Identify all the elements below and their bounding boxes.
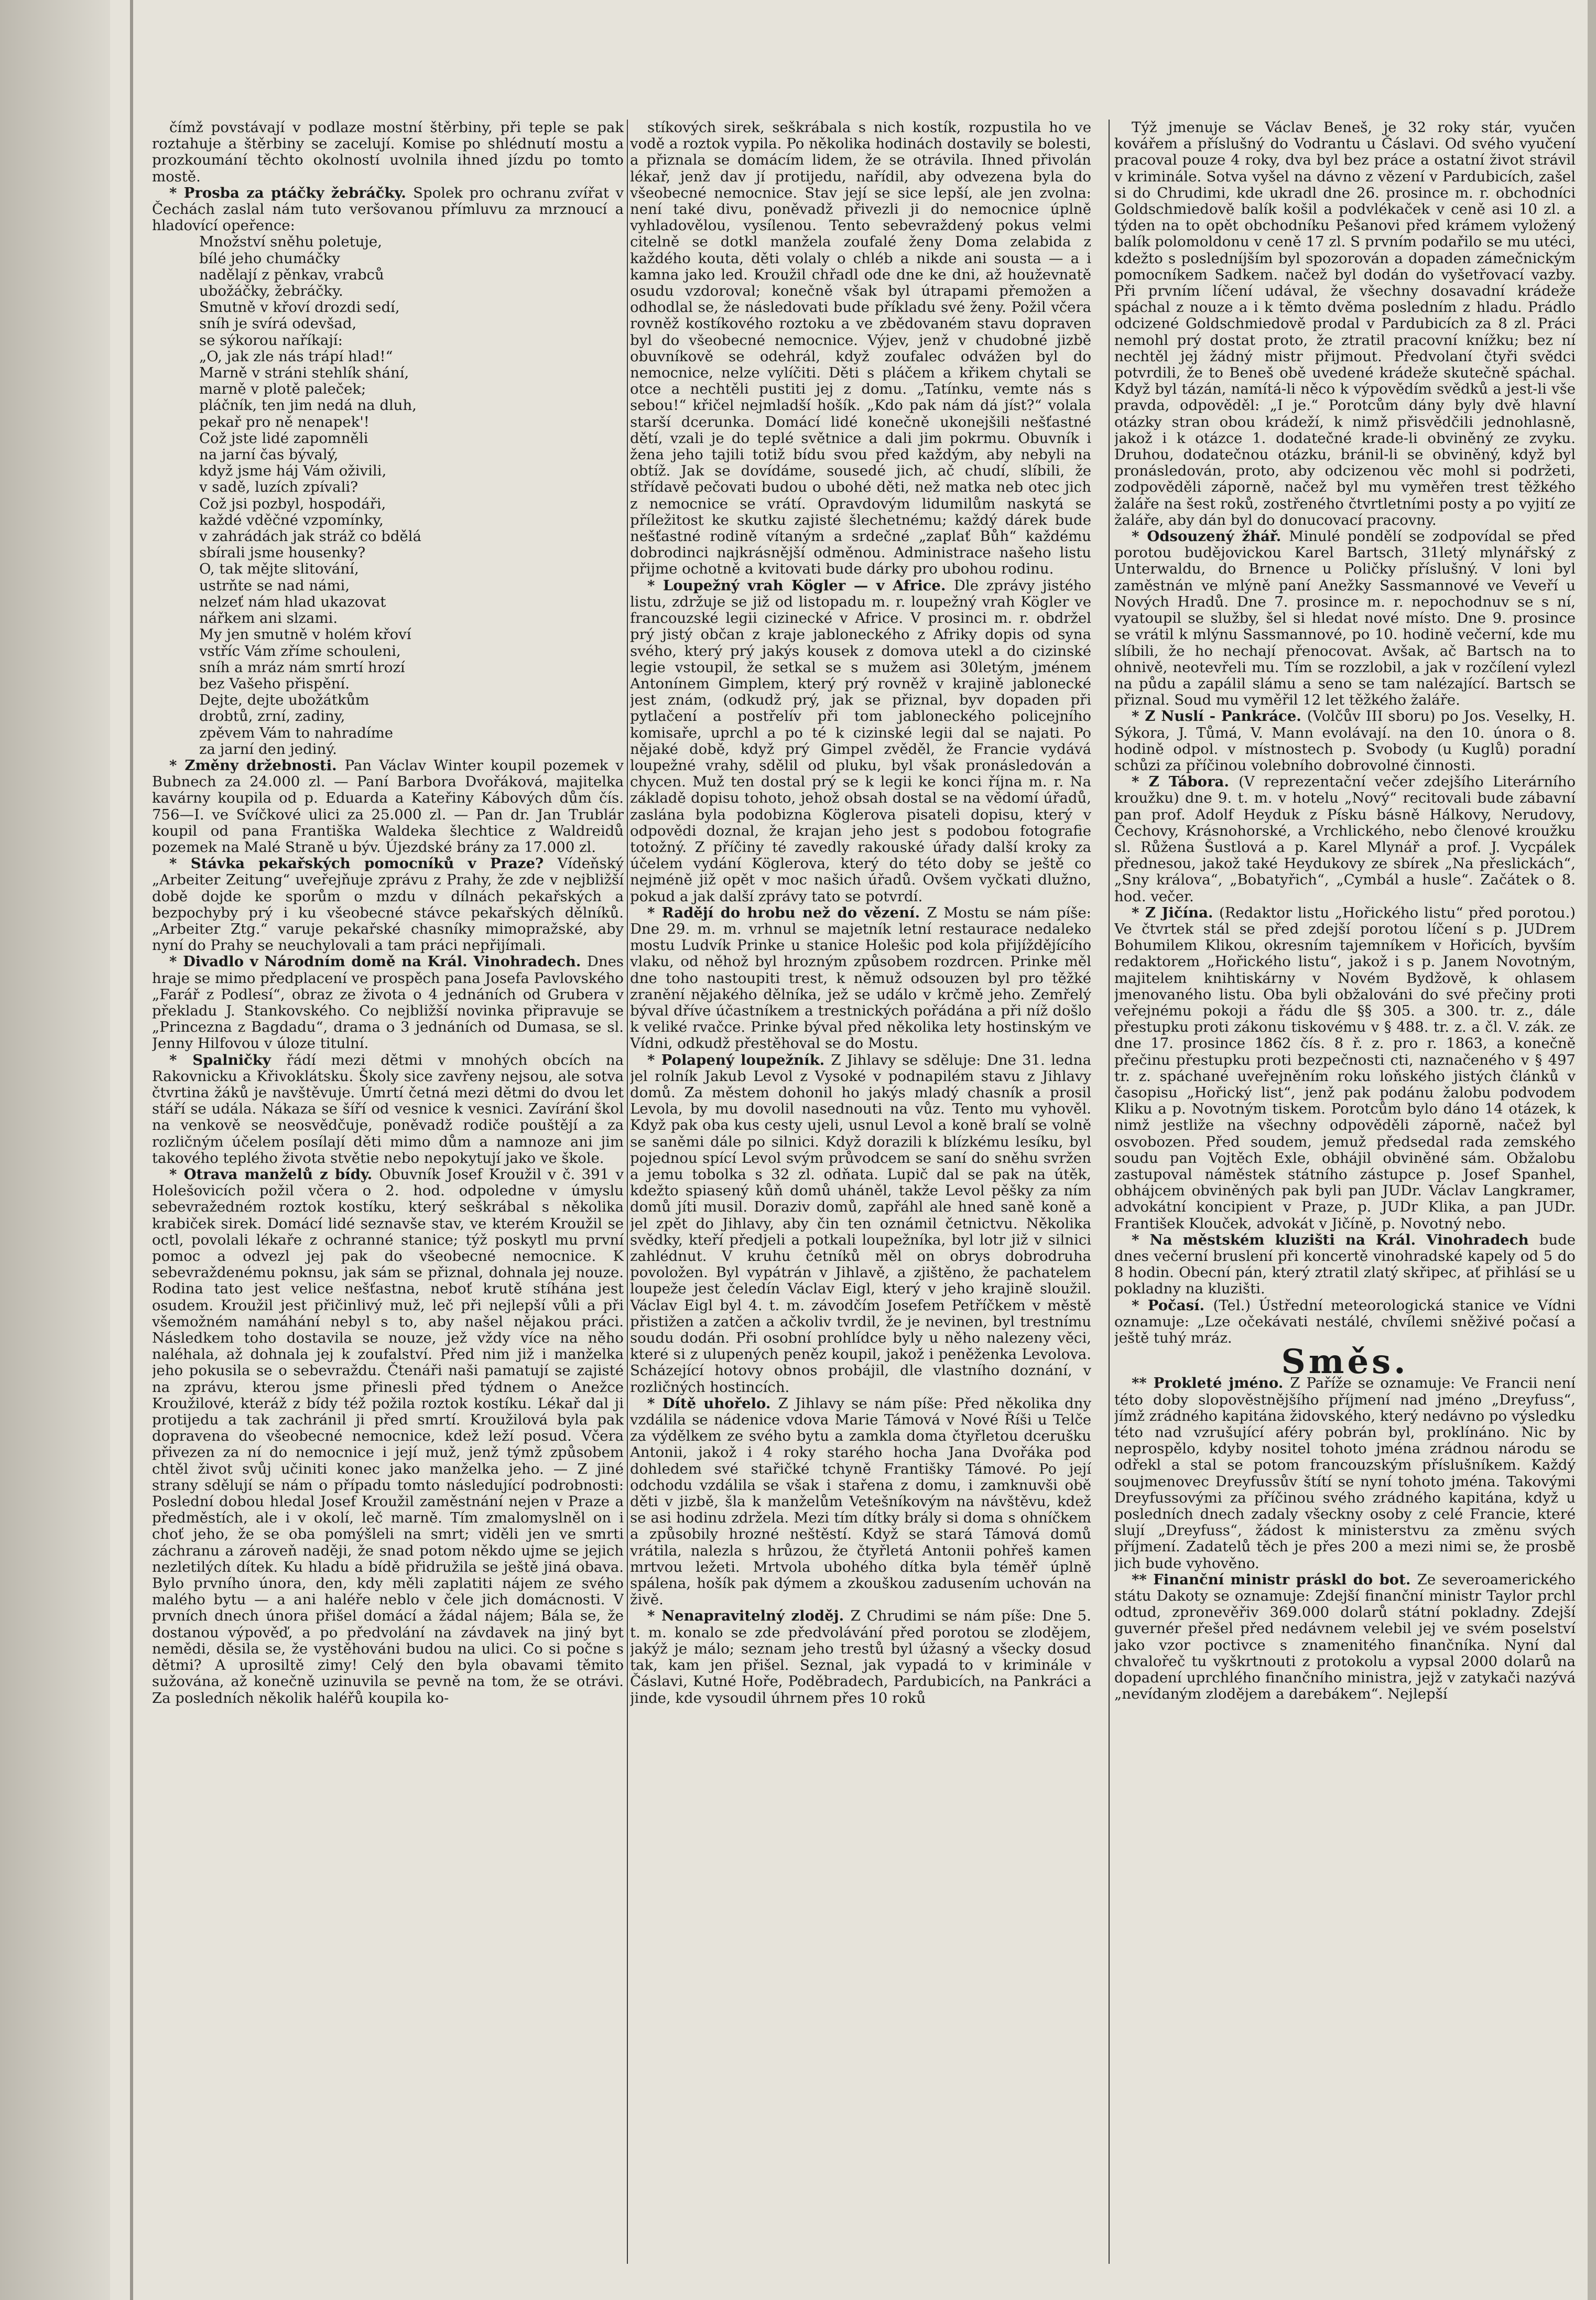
article-text: (Volčův III sboru) po Jos. Veselky, H. Sýkora, J. Tůmá, V. Mann evolávají. na den 10. února o 8. hodině odpol. v místnostech p. Svobody (u Kuglů) poradní schůzi za příčinou volebního dobrovolné činnosti.: [1114, 708, 1576, 774]
article-paragraph: [152, 954, 624, 1052]
poem-line: Marně v stráni stehlík shání,: [199, 364, 409, 382]
article-headline: * Stávka pekařských pomocníků v Praze?: [169, 855, 558, 872]
article-paragraph: [1114, 1375, 1576, 1571]
article-headline: * Z Nuslí - Pankráce.: [1132, 708, 1307, 725]
article-paragraph: [1114, 774, 1576, 905]
poem-line: se sýkorou naříkají:: [199, 331, 343, 349]
poem-line: nelzeť nám hlad ukazovat: [199, 593, 386, 610]
poem-line: zpěvem Vám to nahradíme: [199, 724, 394, 741]
article-text: stíkových sirek, seškrábala s nich kostík, rozpustila ho ve vodě a roztok vypila. Po několika hodinách dostavily se bolesti, a přiznala se domácím lidem, že se otrávila. Ihned přivolán lékař, jenž dav jí protijedu, nařídil, aby odvezena byla do všeobecné nemocnice. Stav její se sice lepší, ale jen zvolna: není také divu, poněvadž přivezli ji do nemocnice úplně vyhladovělou, vysílenou. Tento sebevraždený pokus velmi citelně se dotkl manžela zoufalé ženy Doma zelabida z každého kouta, děti volaly o chléb a nikde ani sousta — a i kamna jako led. Kroužil chřadl ode dne ke dni, až houževnatě osudu vzdoroval; konečně však byl útrapami přemožen a odhodlal se, že následovati bude příkladu své ženy. Požil včera rovněž kostíkového roztoku a ve zbědovaném stavu dopraven byl do všeobecné nemocnice. Výjev, jenž v chudobné jizbě obuvníkově se odehrál, když zoufalec odvážen byl do nemocnice, nelze vylíčiti. Děti s pláčem a křikem chytali se otce a nechtěli pustiti jej z domu. „Tatínku, vemte nás s sebou!“ křičel nejmladší hošík. „Kdo pak nám dá jíst?“ volala starší dcerunka. Domácí lidé konečně ukonejšili nešťastné dětí, vzali je do teplé světnice a dali jim pokrmu. Obuvník i žena jeho tajili totiž bídu svou před každým, aby nebyli na obtíž. Jak se dovídáme, sousedé jich, ač chudí, slíbili, že střídavě pečovati budou o ubohé děti, než matka neb otec jich z nemocnice se vrátí. Opravdovým lidumilům naskytá se příležitost ke skutku zajisté šlechetnému; každý dárek bude nešťastné rodině vítaným a srdečné „zaplať Bůh“ každému dobrodinci najkrásnější odměnou. Administrace našeho listu přijme ochotně a kvitovati bude dárky pro ubohou rodinu.: [630, 120, 1091, 578]
article-paragraph: [152, 1052, 624, 1167]
poem-line: Což jste lidé zapomněli: [199, 429, 368, 447]
article-text: Týž jmenuje se Václav Beneš, je 32 roky stár, vyučen kovářem a příslušný do Vodrantu u Čáslavi. Od svého vyučení pracoval pouze 4 roky, dva byl bez práce a ostatní život strávil v kriminále. Sotva vyšel na dávno z vězení v Pardubicích, zašel si do Chrudimi, kde ukradl dne 26. prosince m. r. obchodníci Goldschmiedově balík košil a podvlékaček v ceně asi 10 zl. a týden na to opět obchodníku Pešanovi před krámem vyložený balík polomoldonu v ceně 17 zl. S prvním podařilo se mu utéci, kdežto s posledníjším byl spozorován a dopaden zámečnickým pomocníkem Sadkem. načež byl dodán do vyšetřovací vazby. Při prvním líčení udával, že všechny dosavadní krádeže spáchal z nouze a i k těmto dvěma posledním z hladu. Prádlo odcizené Goldschmiedově prodal v Pardubicích za 8 zl. Práci nemohl prý dostat proto, že ztratil pracovní knížku; bez ní nechtěl jej žádný mistr přijmout. Předvolaní čtyři svědci potvrdili, že to Beneš obě uvedené krádeže skutečně spáchal. Když byl tázán, namítá-li něco k výpovědím svědků a jest-li vše pravda, odpověděl: „I je.“ Porotcům dány byly dvě hlavní otázky stran obou krádeží, k nimž přisvědčili jednohlasně, jakož i k otázce 1. dodatečné krade-li obviněný ze zvyku. Druhou, dodatečnou otázku, bránil-li se obviněný, když byl pronásledován, proto, aby odcizenou věc mohl si podržeti, zodpověděli záporně, načež byl mu vyměřen trest těžkého žaláře na šest roků, zostřeného čtvrtletními posty a po vyjití ze žaláře, aby dán byl do donucovací pracovny.: [1114, 120, 1576, 528]
right-edge: [1588, 0, 1596, 2300]
column-1: [152, 120, 624, 2264]
article-text: Z Jihlavy se nám píše: Před několika dny vzdálila se nádenice vdova Marie Támová v Nové Říši u Telče za výdělkem ze svého bytu a zamkla doma čtyřletou dcerušku Antonii, jakož i 4 roky starého hocha Jana Dvořáka pod dohledem své stařičké tchyně Františky Támové. Po její odchodu vzdálila se však i stařena z domu, i zamknuvši obě děti v jizbě, šla k manželům Vetešníkovým na návštěvu, kdež se asi hodinu zdržela. Mezi tím dítky brály si doma s ohníčkem a způsobily hrozné neštěstí. Když se stará Támová domů vrátila, nalezla s hrůzou, že čtyřletá Antonii pohřeš kamen mrtvou ležeti. Mrtvola ubohého dítka byla téměř úplně spálena, hošík pak dýmem a zkouškou zadusením uchován na živě.: [630, 1395, 1091, 1608]
article-text: (Redaktor listu „Hořického listu“ před porotou.) Ve čtvrtek stál se před zdejší porotou líčení s p. JUDrem Bohumilem Klikou, okresním tajemníkem v Hořicích, byvším redaktorem „Hořického listu“, jakož i s p. Janem Novotným, majitelem knihtiskárny v Novém Bydžově, k ohlasem jmenovaného listu. Oba byli obžalováni do své přečiny proti veřejnému pokoji a řádu dle §§ 305. a 300. tr. z., dále přestupku proti zákonu tiskovému v § 488. tr. z. a čl. V. zák. ze dne 17. prosince 1862 čís. 8 ř. z. pro r. 1863, a konečně přečinu přestupku proti bezpečnosti cti, naznačeného v § 497 tr. z. spáchané uveřejněním roku loňského jistých článků v časopisu „Hořický list“, jenž pak podánu žalobu podvodem Kliku a p. Novotným tiskem. Porotcům bylo dáno 14 otázek, k nimž jestliže na všechny odpověděli záporně, načež byl osvobozen. Před soudem, jemuž předsedal rada zemského soudu pan Vojtěch Exle, obhájil obviněné sám. Obžalobu zastupoval náměstek státního zástupce p. Josef Spanhel, obhájcem obviněných pak byli pan JUDr. Václav Langkramer, advokátní koncipient v Praze, p. JUDr Klika, a pan JUDr. František Klouček, advokát v Jičíně, p. Novotný nebo.: [1114, 904, 1576, 1232]
poem-line: nářkem ani slzami.: [199, 610, 338, 627]
article-headline: * Z Jičína.: [1132, 904, 1219, 921]
article-headline: * Divadlo v Národním domě na Král. Vinohradech.: [169, 953, 587, 970]
article-headline: * Odsouzený žhář.: [1132, 528, 1289, 545]
column-rule: [1109, 120, 1110, 2264]
poem-line: bez Vašeho přispění.: [199, 675, 350, 692]
article-headline: * Spalničky: [169, 1051, 287, 1068]
binding-gutter: [0, 0, 110, 2300]
article-headline: * Radějí do hrobu než do vězení.: [647, 904, 927, 921]
article-headline: * Prosba za ptáčky žebráčky.: [169, 184, 414, 201]
poem-line: nadělají z pěnkav, vrabců: [199, 266, 384, 283]
article-headline: * Polapený loupežník.: [647, 1051, 831, 1068]
poem-line: ustrňte se nad námi,: [199, 577, 350, 594]
article-headline: * Dítě uhořelo.: [647, 1395, 778, 1412]
article-paragraph: [152, 1167, 624, 1707]
article-text: Dle zprávy jistého listu, zdržuje se již od listopadu m. r. loupežný vrah Kögler ve francouzské legii cizinecké v Africe. V prosinci m. r. obdržel prý jistý občan z kraje jabloneckého z Afriky dopis od syna svého, který prý jakýs kousek z domova utekl a do cizinské legie vstoupil, že setkal se s mužem asi 30letým, jménem Antonínem Gimplem, který prý rovněž v krajině jablonecké jest znám, (odkudž prý, jak se přiznal, byv dopaden při pytlačení a postřelív při tom jabloneckého policejního komisaře, uprchl a po té k cizinské legii dal se najati. Po nějaké době, když prý Gimpel zvěděl, že Francie vydává loupežné vrahy, sdělil od pluku, byl však pronásledován a chycen. Muž ten dostal prý se k legii ke konci října m. r. Na základě dopisu tohoto, jehož obsah dostal se na vědomí úřadů, zaslána byla podobizna Köglerova pisateli dopisu, který v odpovědi doznal, že krajan jeho jest s podobou fotografie totožný. Z příčiny té zavedly rakouské úřady další kroky za účelem vydání Köglerova, který do této doby se ještě co nejméně již opět v moc našich úřadů. Ovšem vyčkati dlužno, pokud a jak další zprávy tato se potvrdí.: [630, 577, 1091, 905]
article-text: Z Chrudimi se nám píše: Dne 5. t. m. konalo se zde předvolávání před porotou se zlodějem, jakýž je málo; seznam jeho trestů byl úžasný a všecky dosud tak, kam jen přišel. Seznal, jak vypadá to v kriminále v Čáslavi, Kutné Hoře, Poděbradech, Pardubicích, na Pankráci a jinde, kde vysoudil úhrnem přes 10 roků: [630, 1607, 1091, 1707]
article-paragraph: [152, 758, 624, 856]
poem-line: sníh je svírá odevšad,: [199, 315, 357, 332]
poem-line: sníh a mráz nám smrtí hrozí: [199, 658, 405, 676]
article-paragraph: [630, 120, 1091, 578]
article-headline: * Nenapravitelný zloděj.: [647, 1607, 851, 1625]
article-paragraph: [152, 185, 624, 234]
section-heading: Směs.: [1281, 1342, 1409, 1382]
article-headline: * Počasí.: [1132, 1297, 1213, 1314]
article-text: Spolek pro ochranu zvířat v Čechách zaslal nám tuto veršovanou přímluvu za mrznoucí a hladovící opeřence:: [152, 184, 624, 234]
column-rule: [627, 120, 628, 2264]
article-paragraph: [152, 856, 624, 954]
article-paragraph: [152, 120, 624, 185]
article-text: čímž povstávají v podlaze mostní štěrbiny, při teple se pak roztahuje a štěrbiny se zacelují. Komise po shlédnutí mostu a prozkoumání těchto okolností uvolnila ihned jízdu po tomto mostě.: [152, 120, 624, 185]
poem-line: bílé jeho chumáčky: [199, 250, 340, 267]
poem-line: v sadě, luzích zpívali?: [199, 479, 358, 496]
article-paragraph: [630, 905, 1091, 1052]
article-headline: * Loupežný vrah Kögler — v Africe.: [647, 577, 954, 594]
poem-line: My jen smutně v holém křoví: [199, 626, 411, 643]
article-headline: * Otrava manželů z bídy.: [169, 1166, 379, 1183]
column-2: [630, 120, 1091, 2264]
article-paragraph: [630, 1396, 1091, 1608]
article-text: Ze severoamerického státu Dakoty se oznamuje: Zdejší finanční ministr Taylor prchl odtud, zpronevěřiv 369.000 dolarů státní pokladny. Zdejší guvernér přešel před nedávnem velebil jej ve svém poselství jako vzor poctivce s znamenitého finančníka. Nyní dal chvalořeč tu vyškrtnouti z protokolu a vypsal 2000 dolarů na dopadení uprchlého finančního ministra, jejž v zatykači nazývá „nevídaným zlodějem a darebákem“. Nejlepší: [1114, 1571, 1576, 1703]
poem-line: drobtů, zrní, zadiny,: [199, 708, 345, 725]
poem-line: když jsme háj Vám oživili,: [199, 462, 387, 480]
article-text: bude dnes večerní bruslení při koncertě vinohradské kapely od 5 do 8 hodin. Obecní pán, který ztratil zlatý skřipec, ať přihlásí se u pokladny na kluzišti.: [1114, 1231, 1576, 1298]
article-paragraph: [630, 578, 1091, 905]
article-paragraph: [1114, 1232, 1576, 1298]
article-text: (V reprezentační večer zdejšího Literárního kroužku) dne 9. t. m. v hotelu „Nový“ recitovali bude zábavní pan prof. Adolf Heyduk z Písku básně Hálkovy, Nerudovy, Čechovy, Krásnohorské, a Vrchlického, nebo členové kroužku sl. Růžena Šustlová a p. Karel Mlynář a prof. J. Vycpálek přednesou, jakož také Heydukovy ze sbírek „Na přeslickách“, „Sny králova“, „Bobatyřich“, „Cymbál a husle“. Začátek o 8. hod. večer.: [1114, 773, 1576, 905]
article-text: Dnes hraje se mimo předplacení ve prospěch pana Josefa Pavlovského „Farář z Podlesí“, obraz ze života o 4 jednáních od Grubera v překladu J. Stankovského. Co nejbližší novinka připravuje se „Princezna z Bagdadu“, drama o 3 jednáních od Dumasa, se sl. Jenny Hilfovou v úloze titulní.: [152, 953, 624, 1052]
article-paragraph: [1114, 708, 1576, 774]
article-text: Obuvník Josef Kroužil v č. 391 v Holešovicích požil včera o 2. hod. odpoledne v úmyslu sebevražedném roztok kostíku, který seškrábal s několika krabiček sirek. Domácí lidé seznavše stav, ve kterém Kroužil se octl, povolali lékaře z ochranné stanice; týž poskytl mu první pomoc a odvezl jej pak do všeobecné nemocnice. K sebevraždenému poknsu, jak sám se přiznal, dohnala jej nouze. Rodina tato jest velice nešťastna, neboť krutě stíhána jest osudem. Kroužil jest přičinlivý muž, leč při nejlepší vůli a při všemožném namáhání nebyl s to, aby našel nějakou práci. Následkem toho dostavila se nouze, jež vždy více na něho naléhala, až dohnala jej k zoufalství. Před nim již i manželka jeho pokusila se o sebevraždu. Čtenáři naši pamatují se zajisté na zprávu, kterou jsme přinesli před týdnem o Anežce Kroužilové, kteráž z bídy též požila roztok kostíku. Lékař dal ji protijedu a tak zachránil ji před smrtí. Kroužilová byla pak dopravena do všeobecné nemocnice, kdež leží posud. Včera přivezen za ní do nemocnice i její muž, jenž týmž způsobem chtěl život svůj učiniti konec jako manželka jeho. — Z jiné strany sdělují se nám o případu tomto následující podrobnosti: Poslední dobou hledal Josef Kroužil zaměstnání nejen v Praze a předměstích, ale i v okolí, leč marně. Tím zmalomyslněl on i choť jeho, že se oba pomýšleli na smrt; viděli jen ve smrti záchranu a zároveň naději, že snad potom někdo ujme se jejich nezletilých dítek. Ku hladu a bídě přidružila se ještě jiná obava. Bylo prvního února, den, kdy měli zaplatiti nájem ze svého malého bytu — a ani haléře neblo v čele jich domácnosti. V prvních dnech února přišel domácí a žádal nájem; Bála se, že dostanou výpověď, a po předvolání na závdavek na jiný byt nemědi, děsila se, že vystěhováni budou na ulici. Co si počne s dětmi? A uprosiltě zimy! Celý den byla obavami těmito sužována, až konečně uzinuvila se pevně na tom, že se otrávi. Za posledních několik haléřů koupila ko-: [152, 1166, 624, 1707]
poem-line: za jarní den jediný.: [199, 740, 337, 758]
poem-line: každé vděčné vzpomínky,: [199, 511, 384, 528]
poem-line: Smutně v křoví drozdi sedí,: [199, 299, 400, 316]
poem-line: marně v plotě paleček;: [199, 381, 366, 398]
poem-line: ubožáčky, žebráčky.: [199, 283, 343, 300]
article-paragraph: [1114, 120, 1576, 528]
article-paragraph: [1114, 528, 1576, 708]
article-paragraph: [1114, 905, 1576, 1232]
poem-line: Dejte, dejte ubožátkům: [199, 692, 370, 709]
article-text: Z Mostu se nám píše: Dne 29. m. m. vrhnul se majetník letní restaurace nedaleko mostu Ludvík Prinke u stanice Holešic pod kola přijíždějícího vlaku, od něhož byl hrozným způsobem rozdrcen. Prinke měl dne toho nastoupiti trest, k němuž odsouzen byl pro těžké zranění nějakého dělníka, jež se událo v krčmě jeho. Zemřelý býval dříve účastníkem a trestnických pořádána a při níž došlo k veliké rvačce. Prinke býval před několika lety hostinským ve Vídni, odkudž přestěhoval se do Mostu.: [630, 904, 1091, 1052]
poem-line: Množství sněhu poletuje,: [199, 233, 382, 251]
poem-line: „O, jak zle nás trápí hlad!“: [199, 348, 393, 365]
poem-line: O, tak mějte slitování,: [199, 560, 359, 578]
poem-line: na jarní čas bývalý,: [199, 446, 339, 463]
article-text: Vídeňský „Arbeiter Zeitung“ uveřejňuje zprávu z Prahy, že zde v nejbližší době dojde ke sporům o mzdu v dílnách pekařských a bezpochyby prý i ku všeobecné stávce pekařských dělníků. „Arbeiter Ztg.“ varuje pekařské chasníky mimopražské, aby nyní do Prahy se neuchylovali a tam práci nepřijímali.: [152, 855, 624, 954]
article-paragraph: [1114, 1572, 1576, 1703]
article-text: řádí mezi dětmi v mnohých obcích na Rakovnicku a Křivoklátsku. Školy sice zavřeny nejsou, ale sotva čtvrtina žáků je navštěvuje. Úmrtí četná mezi dětmi do dvou let stáří se udála. Nákaza se šíří od vesnice k vesnici. Zavírání škol na venkově se neosvědčuje, poněvadž rodiče pouštějí a za rozličným účelem posílají děti mimo dům a namnoze ani jim takového teplého života stvětie nebo nepokytují jako ve škole.: [152, 1051, 624, 1167]
article-paragraph: [1114, 1298, 1576, 1347]
article-text: (Tel.) Ústřední meteorologická stanice ve Vídni oznamuje: „Lze očekávati nestálé, chvílemi sněživé počasí a ještě tuhý mráz.: [1114, 1297, 1576, 1347]
column-3: [1114, 120, 1576, 2264]
article-paragraph: [630, 1052, 1091, 1396]
poem-line: Což jsi pozbyl, hospodáři,: [199, 495, 386, 512]
article-text: Minulé pondělí se zodpovídal se před porotou budějovickou Karel Bartsch, 31letý mlynářský z Unterwaldu, do Brnence u Poličky příslušný. V loni byl zaměstnán ve mlýně paní Anežky Sassmannové ve Veveří u Nových Hradů. Dne 7. prosince m. r. nepochodnuv se s ní, vyatoupil se služby, šel si hledat nové místo. Dne 9. prosince se vrátil k mlýnu Sassmannové, po 10. hodině večerní, kde mu slíbili, že ho nechají přenocovat. Avšak, ač Bartsch na to ohnivě, neotevřeli mu. Tím se rozzlobil, a jak v rozčílení vylezl na půdu a zapálil slámu a seno se tam nalézající. Bartsch se přiznal. Soud mu vyměřil 12 let těžkého žaláře.: [1114, 528, 1576, 709]
poem-line: sbírali jsme housenky?: [199, 544, 366, 561]
article-text: Pan Václav Winter koupil pozemek v Bubnech za 24.000 zl. — Paní Barbora Dvořáková, majitelka kavárny koupila od p. Eduarda a Kateřiny Kábových dům čís. 756—I. ve Svíčkové ulici za 25.000 zl. — Pan dr. Jan Trublár koupil od pana Františka Waldeka šlechtice z Waldreidů pozemek na Malé Straně u býv. Újezdské brány za 17.000 zl.: [152, 757, 624, 856]
poem-line: pláčník, ten jim nedá na dluh,: [199, 397, 417, 414]
article-headline: * Z Tábora.: [1132, 773, 1239, 791]
article-paragraph: [630, 1608, 1091, 1706]
article-text: Z Jihlavy se sděluje: Dne 31. ledna jel rolník Jakub Levol z Vysoké v podnapilém stavu z Jihlavy domů. Za městem dohonil ho jakýs mladý chasník a prosil Levola, by mu dovolil nasednouti na vůz. Tento mu vyhověl. Když pak oba kus cesty ujeli, usnul Levol a koně bralí se volně se saněmi dále po silnici. Když dorazili k blízkému lesíku, byl pojednou spící Levol svým průvodcem se saní do sněhu svržen a jemu tobolka s 32 zl. odňata. Lupič dal se pak na útěk, kdežto spiasený kůň domů uháněl, takže Levol pěšky za ním domů jíti musil. Doraziv domů, zapřáhl ale hned saně koně a jel zpět do Jihlavy, aby čin ten oznámil četnictvu. Několika svědky, kteří předjeli a potkali loupežníka, byl lotr již v silnici zahlédnut. V kruhu četníků měl on obrys dobrodruha povoložen. Byl vypátrán v Jihlavě, a zjištěno, že pachatelem loupeže jest čeledín Václav Eigl, který v jeho krajině sloužil. Václav Eigl byl 4. t. m. závodčím Josefem Petříčkem v městě přistižen a zatčen a ačkoliv tvrdil, že je nevinen, byl trestnímu soudu dodán. Při osobní prohlídce byly u něho nalezeny věci, které si z ulupených peněz koupil, jakož i peněženka Levolova. Scházející hotovy obnos probájil, dle vlastního doznání, v rozličných hostincích.: [630, 1051, 1091, 1396]
poem-line: v zahrádách jak stráž co bdělá: [199, 528, 421, 545]
article-headline: ** Finanční ministr práskl do bot.: [1132, 1571, 1417, 1588]
poem-line: pekař pro ně nenapek'!: [199, 413, 370, 430]
article-headline: ** Prokleté jméno.: [1132, 1375, 1290, 1392]
poem-line: vstříc Vám zříme schouleni,: [199, 642, 401, 660]
article-text: Z Paříže se oznamuje: Ve Francii není této doby slopověstnějšího příjmení nad jméno „Dreyfuss“, jímž zrádného kapitána židovského, který nedávno po výsledku této nad vzrušující aféry pobrán byl, proklínáno. Nic by neprospělo, kdyby nositel tohoto jména zrádnou národu se odřekl a stal se potom francouzským příslušníkem. Každý soujmenovec Dreyfussův štítí se nyní tohoto jména. Takovými Dreyfussovými za příčinou svého zrádného kapitána, když u posledních dnech zadaly všeckny osoby z celé Francie, které slují „Dreyfuss“, žádost k ministerstvu za změnu svých příjmení. Zadatelů těch je přes 200 a mezi nimi se, že prosbě jich bude vyhověno.: [1114, 1375, 1576, 1572]
article-headline: * Na městském kluzišti na Král. Vinohradech: [1132, 1231, 1539, 1248]
binding-line: [130, 0, 133, 2300]
article-headline: * Změny držebnosti.: [169, 757, 345, 774]
